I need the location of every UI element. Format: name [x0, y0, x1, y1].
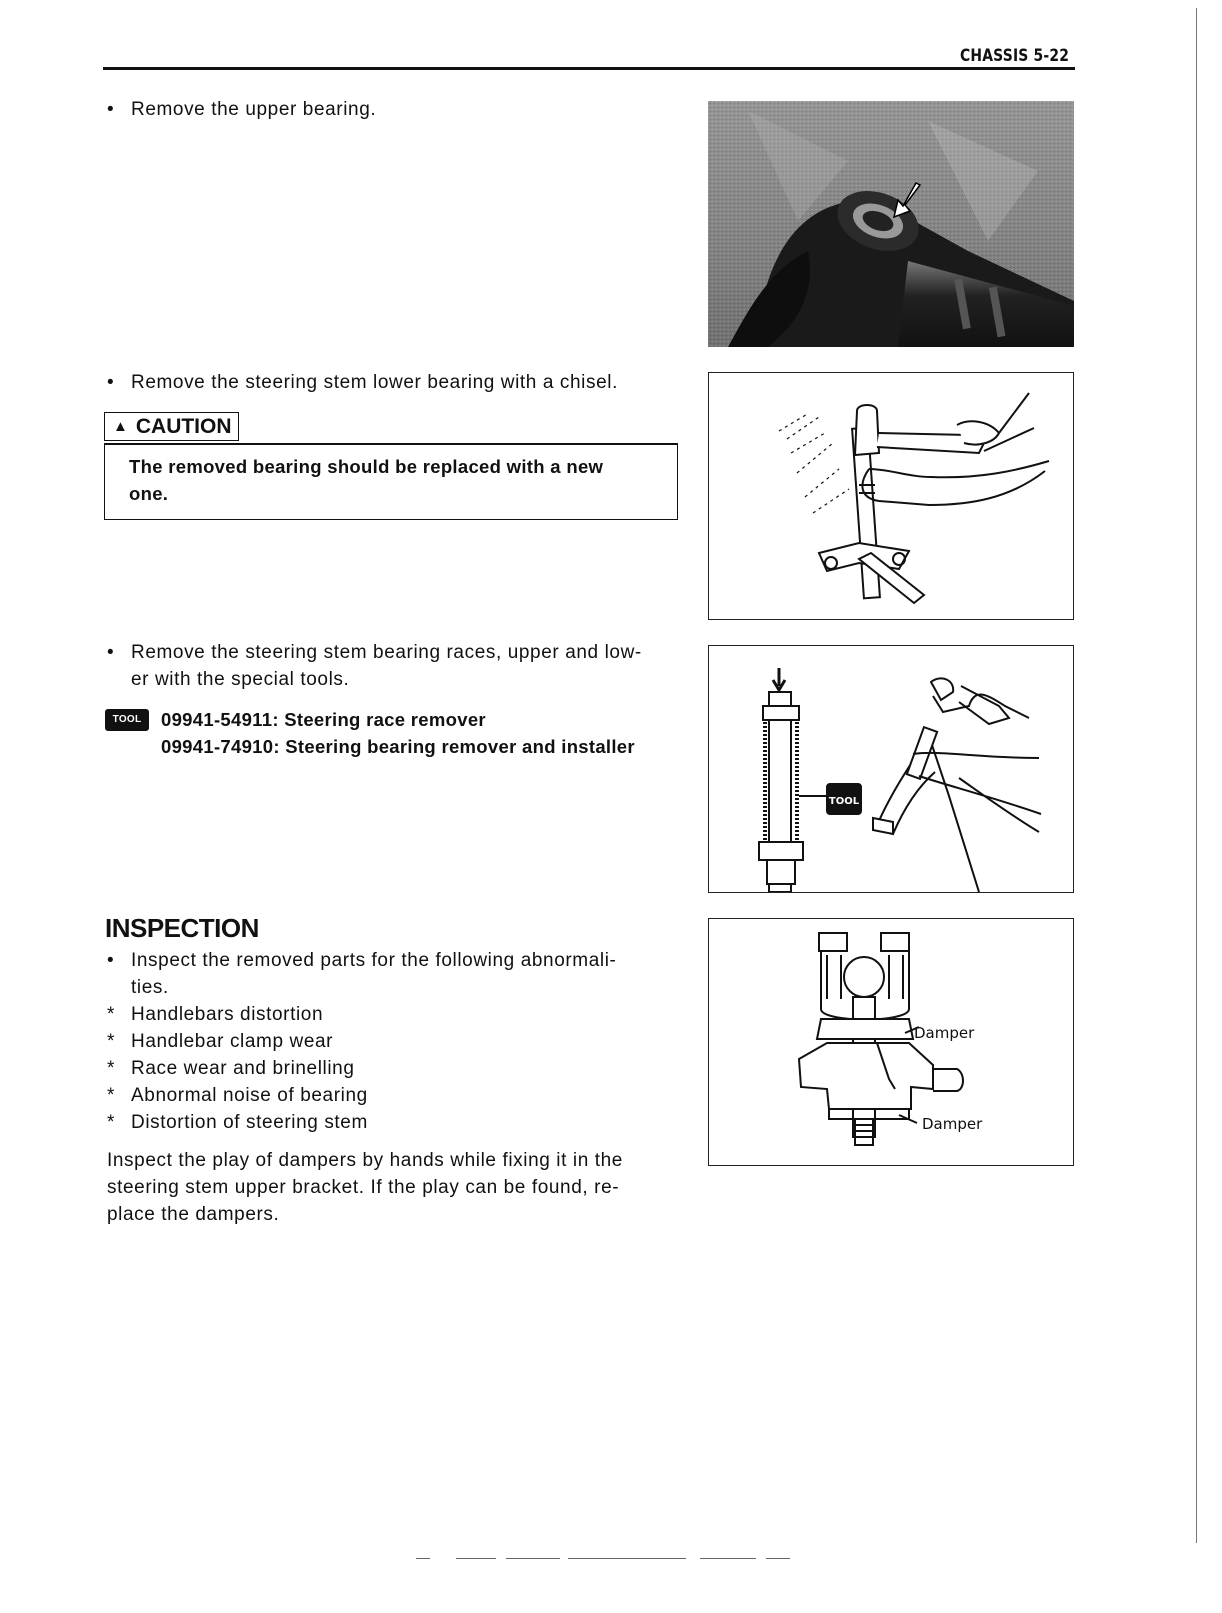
list-item-text: Handlebars distortion	[131, 1004, 324, 1025]
list-item	[107, 1001, 682, 1028]
list-item-text: Abnormal noise of bearing	[131, 1085, 368, 1106]
star-mark: *	[107, 1085, 115, 1106]
star-mark: *	[107, 1112, 115, 1133]
bullet-mark: •	[107, 950, 115, 971]
warning-triangle-icon: ▲	[113, 418, 128, 435]
paragraph-line: Inspect the play of dampers by hands while fixing it in the	[107, 1150, 623, 1171]
caution-box	[104, 443, 678, 520]
tool-box-icon: TOOL	[105, 709, 149, 731]
bullet-text: Remove the upper bearing.	[131, 99, 377, 120]
bullet-mark: •	[107, 372, 115, 393]
list-item	[107, 1082, 682, 1109]
inspection-body	[107, 947, 682, 1228]
bullet-text: Remove the steering stem lower bearing with a chisel.	[131, 372, 618, 393]
bullet-remove-upper-bearing	[107, 96, 376, 123]
list-item-text: Race wear and brinelling	[131, 1058, 355, 1079]
list-item-text: Distortion of steering stem	[131, 1112, 368, 1133]
bullet-mark: •	[107, 642, 115, 663]
figure-chisel-bearing-removal	[708, 372, 1074, 620]
star-mark: *	[107, 1058, 115, 1079]
header-rule	[103, 67, 1075, 70]
list-item	[107, 1028, 682, 1055]
paragraph-line: place the dampers.	[107, 1204, 280, 1225]
footer-dash	[568, 1558, 686, 1559]
list-item	[107, 1055, 682, 1082]
special-tools-list	[105, 706, 635, 760]
bullet-text-line: Inspect the removed parts for the following abnormali-	[131, 950, 617, 971]
bullet-text-line: Remove the steering stem bearing races, upper and low-	[131, 642, 642, 663]
figure-race-removal	[708, 645, 1074, 893]
star-mark: *	[107, 1004, 115, 1025]
bullet-remove-races	[107, 639, 642, 693]
tool-item: 09941-74910: Steering bearing remover and installer	[161, 736, 635, 757]
pointer-arrow-icon	[773, 668, 785, 690]
photo-upper-bearing	[708, 101, 1074, 347]
footer-dash	[506, 1558, 560, 1559]
tool-item: 09941-54911: Steering race remover	[161, 709, 486, 730]
caution-label	[104, 412, 239, 441]
caution-line: one.	[129, 483, 169, 504]
page-header-title: CHASSIS 5-22	[960, 46, 1070, 66]
bullet-text-line: er with the special tools.	[131, 669, 350, 690]
damper-label-upper: Damper	[914, 1024, 975, 1042]
paragraph-line: steering stem upper bracket. If the play can be found, re-	[107, 1177, 620, 1198]
inspection-heading: INSPECTION	[105, 913, 259, 943]
footer-dash	[700, 1558, 756, 1559]
figure-tool-icon-text: TOOL	[828, 796, 860, 807]
star-mark: *	[107, 1031, 115, 1052]
list-item	[107, 1109, 682, 1136]
bullet-mark: •	[107, 99, 115, 120]
page-edge-line	[1196, 8, 1197, 1543]
footer-dash	[766, 1558, 790, 1559]
damper-label-lower: Damper	[922, 1115, 983, 1133]
figure-steering-dampers	[708, 918, 1074, 1166]
bullet-text-line: ties.	[131, 977, 169, 998]
footer-dash	[416, 1558, 430, 1559]
caution-label-text: CAUTION	[135, 415, 232, 438]
bullet-remove-lower-bearing	[107, 369, 618, 396]
footer-dash	[456, 1558, 496, 1559]
caution-line: The removed bearing should be replaced with a new	[129, 456, 604, 477]
list-item-text: Handlebar clamp wear	[131, 1031, 334, 1052]
